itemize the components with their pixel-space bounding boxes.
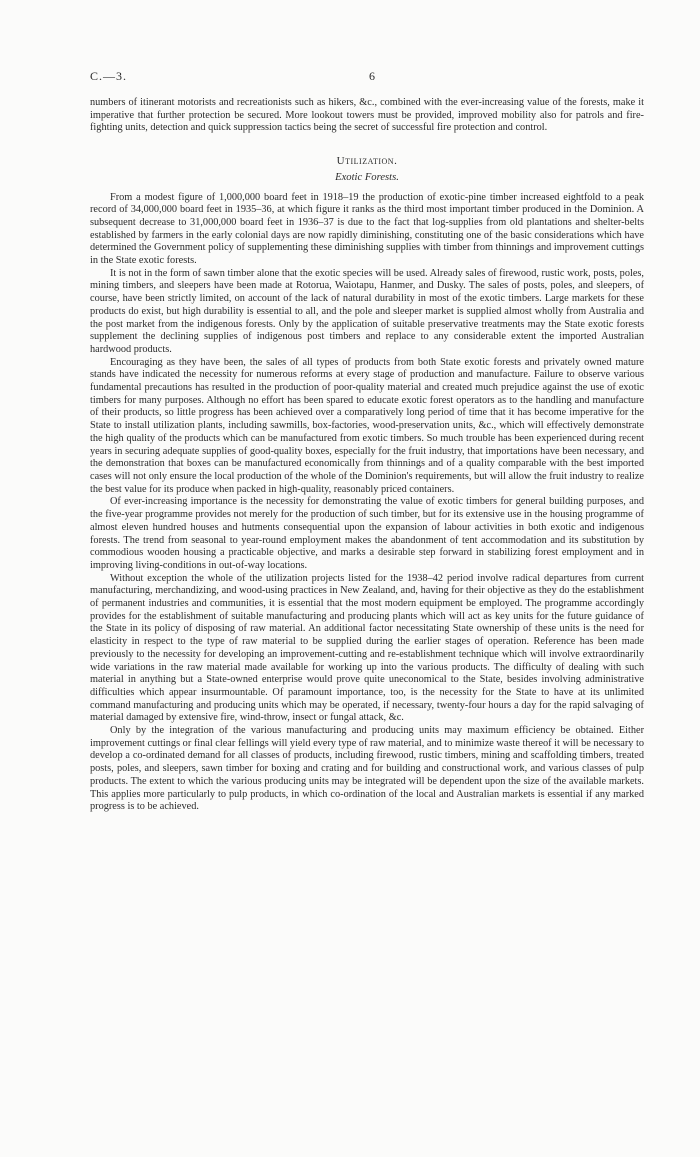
series-reference: C.—3. <box>90 69 128 83</box>
page-number: 6 <box>369 69 375 83</box>
body-paragraph: Of ever-increasing importance is the necessity for demonstrating the value of exotic timbers for general building purposes, and the five-year programme provides not merely for the production of such timber, but for its extensive use in the housing programme of almost eleven hundred houses and hutments consequential upon the expansion of labour activities in both exotic and indigenous forests. The trend from seasonal to year-round employment makes the abandonment of tent accommodation and its substitution by commodious wooden housing a practicable objective, and marks a desirable step forward in stabilizing forest employment and in improving living-conditions in out-of-way locations. <box>90 496 644 571</box>
body-paragraph: Without exception the whole of the utilization projects listed for the 1938–42 period involve radical departures from current manufacturing, merchandizing, and wood-using practices in New Zealand, and, having for their objective as they do the establishment of permanent industries and communities, it is essential that the most modern equipment be employed. The programme accordingly provides for the establishment of suitable manufacturing and producing plants which will act as key units for the future guidance of the State in its policy of disposing of raw material. An additional factor necessitating State ownership of these units is the need for elasticity in respect to the type of raw material to be supplied during the earlier stages of operation. Reference has been made previously to the necessity for developing an improvement-cutting and re-establishment technique which will involve extraordinarily wide variations in the raw material made available for working up into the various products. The difficulty of dealing with such material in anything but a State-owned enterprise would prove quite uneconomical to the State, besides involving administrative difficulties which appear insurmountable. Of paramount importance, too, is the necessity for the State to have at its unlimited command manufacturing and producing units which may be operated, if necessary, twenty-four hours a day for the rapid salvaging of material damaged by extensive fire, wind-throw, insect or fungal attack, &c. <box>90 572 644 724</box>
document-body <box>90 97 644 814</box>
body-paragraph: It is not in the form of sawn timber alone that the exotic species will be used. Already sales of firewood, rustic work, posts, poles, mining timbers, and sleepers have been made at Rotorua, Waiotapu, Hanmer, and Dusky. The sales of posts, poles, and sleepers, of course, have been strictly limited, on account of the lack of natural durability in most of the exotic timbers. Large markets for these products do exist, but high durability is essential to all, and the pole and sleeper market is supplied almost wholly from Australia and the post market from the indigenous forests. Only by the application of suitable preservative treatments may the State exotic forests supplement the declining supplies of indigenous post timbers and replace to any considerable extent the imported Australian hardwood products. <box>90 267 644 355</box>
body-paragraph: Encouraging as they have been, the sales of all types of products from both State exotic forests and privately owned mature stands have indicated the necessity for numerous reforms at every stage of production and manufacture. Failure to observe various fundamental precautions has resulted in the production of poor-quality material and created much prejudice against the use of exotic timbers for many purposes. Although no effort has been spared to educate exotic forest operators as to the handling and manufacture of their products, so little progress has been achieved over a comparatively long period of time that it has become imperative for the State to install utilization plants, including sawmills, box-factories, wood-preservation units, &c., which will effectively demonstrate the high quality of the products which can be manufactured from exotic timbers. So much trouble has been experienced during recent years in securing adequate supplies of good-quality boxes, especially for the fruit industry, that importations have been necessary, and the demonstration that boxes can be manufactured economically from thinnings and of a quality comparable with the best imported cases will not only ensure the local production of the whole of the Dominion's requirements, but will allow the fruit industry to realize the best value for its produce when packed in high-quality, reasonably priced containers. <box>90 356 644 495</box>
section-title: Utilization. <box>336 155 398 168</box>
subsection-title: Exotic Forests. <box>335 171 399 183</box>
body-paragraph: From a modest figure of 1,000,000 board feet in 1918–19 the production of exotic-pine timber increased eightfold to a peak record of 34,000,000 board feet in 1935–36, at which figure it ranks as the third most important timber produced in the Dominion. A subsequent decrease to 31,000,000 board feet in 1936–37 is due to the fact that log-supplies from old plantations and shelter-belts established by farmers in the early colonial days are now rapidly diminishing, constituting one of the basic considerations which have determined the Government policy of supplementing these diminishing supplies with timber from thinnings and improvement cuttings in the State exotic forests. <box>90 191 644 267</box>
page-header <box>90 70 644 86</box>
body-paragraph: Only by the integration of the various manufacturing and producing units may maximum efficiency be obtained. Either improvement cuttings or final clear fellings will yield every type of raw material, and to minimize waste thereof it will be necessary to develop a co-ordinated demand for all classes of products, including firewood, rustic timbers, mining and scaffolding timbers, treated posts, poles, and sleepers, sawn timber for boxing and crating and for building and constructional work, and various classes of pulp products. The extent to which the various producing units may be integrated will be dependent upon the size of the available markets. This applies more particularly to pulp products, in which co-ordination of the local and Australian markets is essential if any marked progress is to be achieved. <box>90 725 644 813</box>
intro-paragraph: numbers of itinerant motorists and recreationists such as hikers, &c., combined with the ever-increasing value of the forests, make it imperative that further protection be secured. More lookout towers must be provided, improved mobility also for patrols and fire-fighting units, detection and quick suppression tactics being the secret of successful fire protection and control. <box>90 97 644 134</box>
